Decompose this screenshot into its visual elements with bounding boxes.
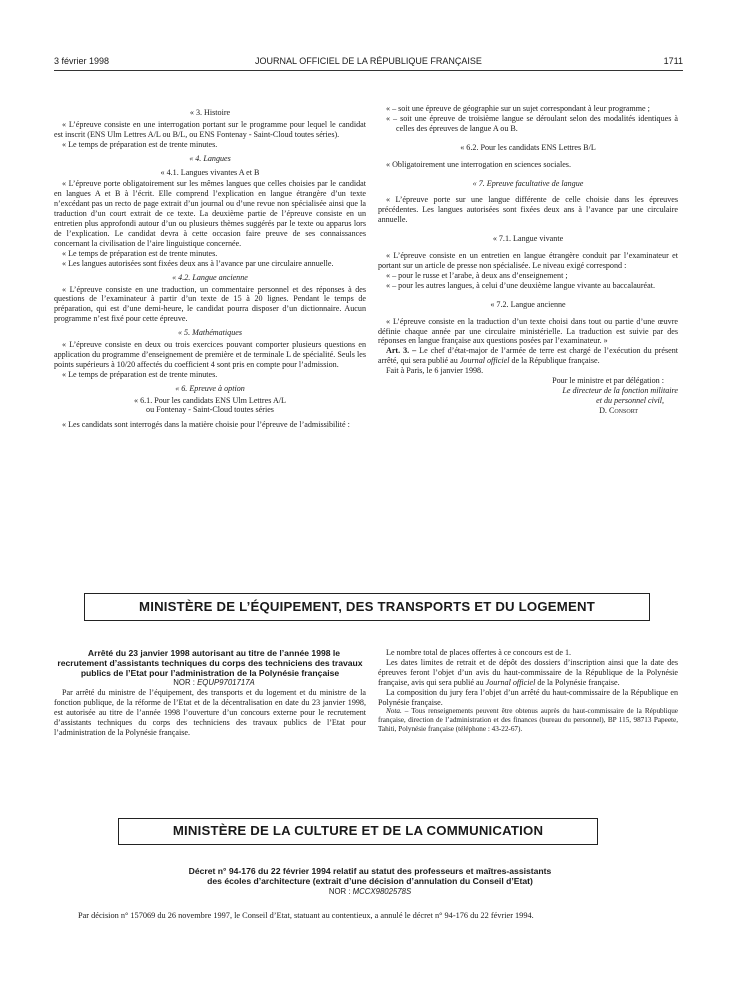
list-item: « – pour le russe et l’arabe, à deux ans d’enseignement ; bbox=[386, 270, 568, 280]
left-column-top bbox=[54, 104, 366, 430]
left-column-bottom bbox=[54, 648, 366, 737]
heading-candidats-ulm-2: ou Fontenay - Saint-Cloud toutes séries bbox=[146, 405, 274, 415]
list-item: « – pour les autres langues, à celui d’une deuxième langue vivante au baccalauréat. bbox=[386, 280, 656, 290]
heading-langue-vivante: « 7.1. Langue vivante bbox=[492, 234, 564, 244]
right-column-bottom bbox=[378, 648, 678, 734]
nota: Nota. – Tous renseignements peuvent être obtenus auprès du haut-commissaire de la République française, direction de l’administration et des finances (bureau du personnel), BP 115, 98713 Papeete, Tahiti, Polynésie française (téléphone : 43-22-67). bbox=[378, 707, 679, 734]
heading-histoire: « 3. Histoire bbox=[189, 108, 231, 117]
decret-title-line-1: Décret n° 94-176 du 22 février 1994 relatif au statut des professeurs et maîtres-assistants bbox=[188, 866, 552, 876]
heading-mathematiques: « 5. Mathématiques bbox=[177, 328, 243, 338]
paragraph: Le nombre total de places offertes à ce concours est de 1. bbox=[386, 648, 572, 657]
signature-title: Le directeur de la fonction militaire bbox=[562, 385, 678, 395]
signatory-name: D. Consort bbox=[599, 405, 638, 415]
paragraph: « Obligatoirement une interrogation en sciences sociales. bbox=[386, 159, 571, 169]
running-header bbox=[54, 56, 683, 71]
paragraph: « Le temps de préparation est de trente minutes. bbox=[62, 369, 218, 379]
ministry-heading-equipement: MINISTÈRE DE L’ÉQUIPEMENT, DES TRANSPORTS ET DU LOGEMENT bbox=[84, 593, 650, 621]
decret-title-line-2: des écoles d’architecture (extrait d’une décision d’annulation du Conseil d’Etat) bbox=[207, 876, 533, 886]
paragraph: « L’épreuve porte obligatoirement sur les mêmes langues que celles choisies par le candidat en langues A et B à l’écrit. Elle comprend l’explication en langue étrangère d’un texte n’excédant pas un recto de page extrait d’un journal ou d’une revue non spécialisée ainsi que la traduction d’un court extrait de ce texte. La deuxième partie de l’épreuve consiste en un entretien plus approfondi autour d’un ou plusieurs thèmes suggérés par le texte ou apparus lors de l’explication. Le candidat devra à cette occasion faire preuve de ses connaissances concernant la civilisation de l’aire linguistique concernée. bbox=[54, 179, 366, 248]
heading-candidats-ulm: « 6.1. Pour les candidats ENS Ulm Lettres A/L bbox=[134, 395, 286, 405]
list-item: « – soit une épreuve de géographie sur un sujet correspondant à leur programme ; bbox=[386, 104, 650, 113]
paragraph: « L’épreuve consiste en la traduction d’un texte choisi dans tout ou partie d’une œuvre définie chaque année par une circulaire ministérielle. La traduction est suivie par des réponses en langue française aux questions posées par l’examinateur. » bbox=[378, 316, 678, 346]
paragraph: La composition du jury fera l’objet d’un arrêté du haut-commissaire de la République en Polynésie française. bbox=[378, 687, 678, 707]
decret-nor: NOR : MCCX9802578S bbox=[328, 887, 412, 896]
paragraph: « L’épreuve consiste en un entretien en langue étrangère conduit par l’examinateur et portant sur un article de presse non spécialisée. Le niveau exigé correspond : bbox=[378, 251, 678, 270]
page-number: 1711 bbox=[663, 56, 683, 66]
heading-langues: « 4. Langues bbox=[189, 153, 231, 163]
heading-langue-ancienne: « 4.2. Langue ancienne bbox=[172, 272, 248, 282]
paragraph: « L’épreuve consiste en une traduction, un commentaire personnel et des réponses à des questions de l’examinateur à partir d’un texte de 15 à 20 lignes. Pendant le temps de préparation, qui est d’une demi-heure, le candidat pourra disposer d’un dictionnaire. Aucun programme n’est fixé pour cette épreuve. bbox=[54, 284, 366, 324]
heading-langue-ancienne-2: « 7.2. Langue ancienne bbox=[490, 299, 566, 309]
signature-line: Pour le ministre et par délégation : bbox=[552, 376, 664, 386]
heading-langues-vivantes: « 4.1. Langues vivantes A et B bbox=[160, 167, 260, 177]
paragraph: « L’épreuve consiste en une interrogation portant sur le programme pour lequel le candidat est inscrit (ENS Ulm Lettres A/L ou B/L, ou ENS Fontenay - Saint-Cloud toutes séries). bbox=[54, 119, 366, 139]
arrete-title: Arrêté du 23 janvier 1998 autorisant au titre de l’année 1998 le recrutement d’assistants techniques du corps des techniciens des travaux publics de l’Etat pour l’administration de la Polynésie française bbox=[57, 648, 363, 678]
paragraph: « Le temps de préparation est de trente minutes. bbox=[62, 139, 218, 149]
heading-candidats-bl: « 6.2. Pour les candidats ENS Lettres B/L bbox=[460, 142, 596, 152]
journal-title: JOURNAL OFFICIEL DE LA RÉPUBLIQUE FRANÇAISE bbox=[255, 56, 482, 66]
paragraph: « L’épreuve consiste en deux ou trois exercices pouvant comporter plusieurs questions en application du programme d’enseignement de première et de terminale L de spécialité. Seuls les points supérieurs à 10/20 affectés du coefficient 4 sont pris en compte pour l’admission. bbox=[54, 340, 366, 369]
heading-epreuve-facultative: « 7. Epreuve facultative de langue bbox=[472, 178, 584, 188]
ministry-heading-culture: MINISTÈRE DE LA CULTURE ET DE LA COMMUNICATION bbox=[118, 818, 598, 845]
decret-heading bbox=[70, 866, 670, 901]
paragraph: Les dates limites de retrait et de dépôt des dossiers d’inscription ainsi que la date des épreuves feront l’objet d’un avis du haut-commissaire de la République de la Polynésie française, avis qui sera publié au Journal officiel de la Polynésie française. bbox=[378, 657, 678, 687]
right-column-top bbox=[378, 104, 678, 416]
paragraph: « Les candidats sont interrogés dans la matière choisie pour l’épreuve de l’admissibilité : bbox=[62, 420, 350, 430]
article-3: Art. 3. – Le chef d’état-major de l’armée de terre est chargé de l’exécution du présent arrêté, qui sera publié au Journal officiel de la République française. bbox=[378, 346, 678, 366]
decret-body bbox=[54, 911, 678, 921]
list-item: « – soit une épreuve de troisième langue se déroulant selon des modalités identiques à celles des épreuves de langue A ou B. bbox=[386, 113, 678, 133]
paragraph: « Le temps de préparation est de trente minutes. bbox=[62, 248, 218, 258]
issue-date: 3 février 1998 bbox=[54, 56, 110, 66]
arrete-nor: NOR : EQUP9701717A bbox=[173, 678, 255, 687]
paragraph: « L’épreuve porte sur une langue différente de celle choisie dans les épreuves précédentes. Les langues autorisées sont fixées deux ans à l’avance par une circulaire annuelle. bbox=[378, 195, 678, 225]
signature-title-2: et du personnel civil, bbox=[596, 395, 664, 405]
paragraph: Par arrêté du ministre de l’équipement, des transports et du logement et du ministre de la fonction publique, de la réforme de l’Etat et de la décentralisation en date du 23 janvier 1998, est autorisée au titre de l’année 1998 l’ouverture d’un concours externe pour le recrutement d’assistants techniques du corps des techniciens des travaux publics de l’Etat pour l’administration de la Polynésie française. bbox=[54, 687, 366, 737]
paragraph: Par décision n° 157069 du 26 novembre 1997, le Conseil d’Etat, statuant au contentieux, a annulé le décret n° 94-176 du 22 février 1994. bbox=[78, 911, 534, 920]
done-at-paris: Fait à Paris, le 6 janvier 1998. bbox=[386, 366, 484, 376]
paragraph: « Les langues autorisées sont fixées deux ans à l’avance par une circulaire annuelle. bbox=[62, 258, 334, 268]
heading-epreuve-option: « 6. Epreuve à option bbox=[175, 383, 245, 393]
